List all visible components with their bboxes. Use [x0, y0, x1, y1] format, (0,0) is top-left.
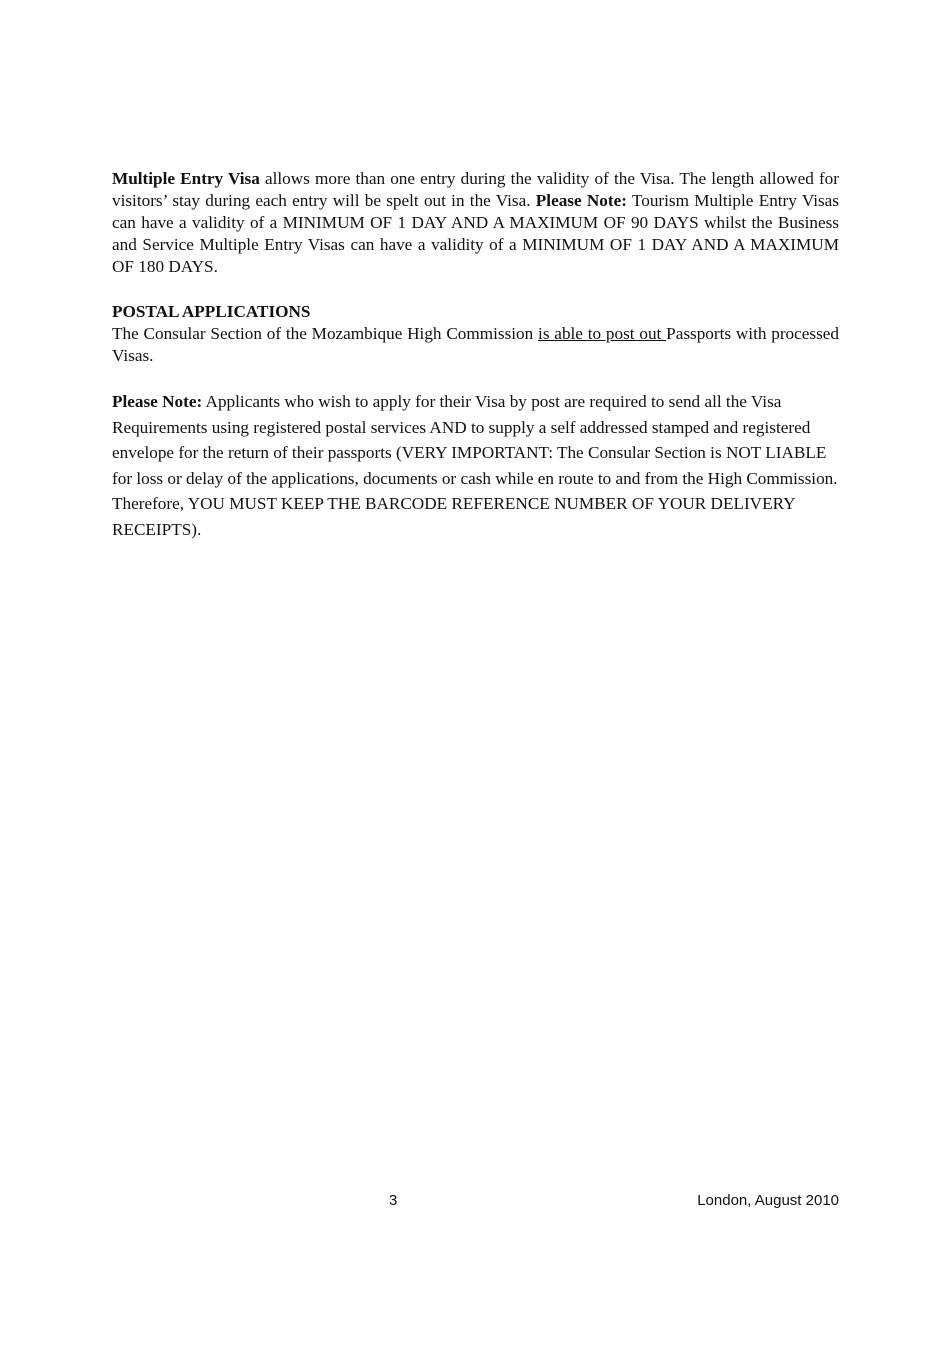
- paragraph-spacer: [112, 367, 839, 389]
- paragraph-spacer: [112, 278, 839, 301]
- postal-applications-heading: POSTAL APPLICATIONS: [112, 302, 311, 321]
- postal-note-label: Please Note:: [112, 392, 203, 411]
- postal-text-after: Passports with processed Visas.: [112, 324, 840, 365]
- footer-place-date: London, August 2010: [697, 1192, 839, 1209]
- postal-paragraph: [112, 323, 839, 367]
- multiple-entry-term: Multiple Entry Visa: [112, 169, 260, 188]
- page-footer: [0, 1192, 950, 1212]
- multiple-entry-validity-text: Tourism Multiple Entry Visas can have a validity of a MINIMUM OF 1 DAY AND A MAXIMUM OF 90 DAYS whilst the Business and Service Multiple Entry Visas can have a validity of a MINIMUM OF 1 DAY AND A MAXIMUM OF 180 DAYS.: [112, 191, 839, 276]
- document-body: [112, 168, 839, 542]
- please-note-label: Please Note:: [535, 191, 627, 210]
- page-number: 3: [389, 1192, 398, 1209]
- multiple-entry-paragraph: [112, 168, 839, 278]
- postal-text-before: The Consular Section of the Mozambique High Commission: [112, 324, 539, 343]
- postal-underlined-text: is able to post out: [538, 324, 667, 343]
- multiple-entry-text: allows more than one entry during the validity of the Visa. The length allowed for visitors’ stay during each entry will be spelt out in the Visa.: [112, 169, 840, 210]
- postal-note-text: Applicants who wish to apply for their Visa by post are required to send all the Visa Requirements using registered postal services AND to supply a self addressed stamped and registered envelope for the return of their passports (VERY IMPORTANT: The Consular Section is NOT LIABLE for loss or delay of the applications, documents or cash while en route to and from the High Commission. Therefore, YOU MUST KEEP THE BARCODE REFERENCE NUMBER OF YOUR DELIVERY RECEIPTS).: [112, 392, 838, 539]
- postal-note-paragraph: [112, 389, 839, 542]
